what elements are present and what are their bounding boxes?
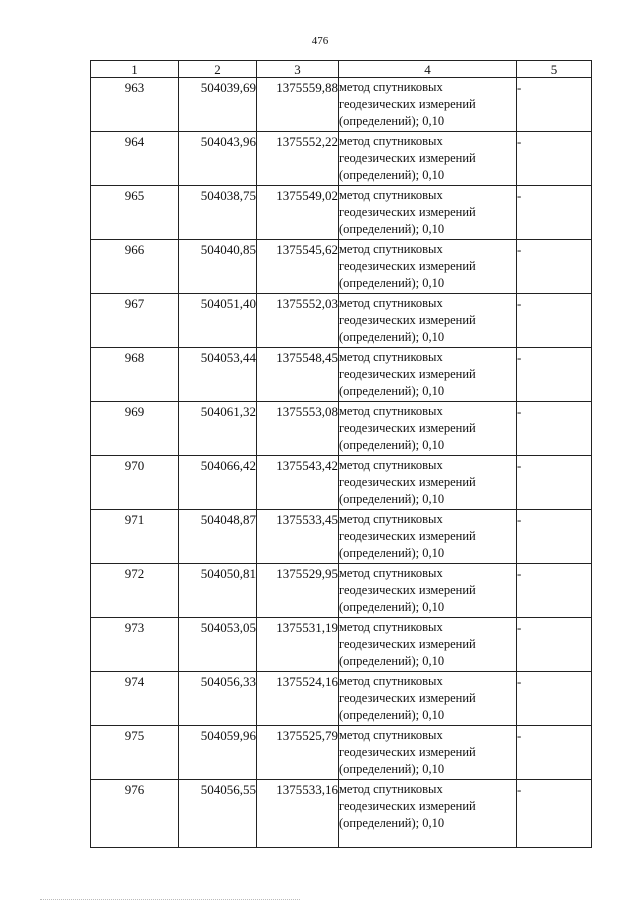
method-line: метод спутниковых xyxy=(339,296,443,310)
table-row xyxy=(91,240,592,294)
point-number-cell: 969 xyxy=(91,402,179,456)
note-cell: - xyxy=(517,132,592,186)
method-line: метод спутниковых xyxy=(339,620,443,634)
method-line: (определений); 0,10 xyxy=(339,222,445,236)
table-row xyxy=(91,402,592,456)
method-cell xyxy=(339,402,517,456)
point-number-cell: 976 xyxy=(91,780,179,848)
note-cell: - xyxy=(517,402,592,456)
method-cell xyxy=(339,78,517,132)
y-coordinate-cell: 1375549,02 xyxy=(257,186,339,240)
method-line: (определений); 0,10 xyxy=(339,708,445,722)
method-line: геодезических измерений xyxy=(339,637,476,651)
x-coordinate-cell: 504053,05 xyxy=(179,618,257,672)
y-coordinate-cell: 1375531,19 xyxy=(257,618,339,672)
method-cell xyxy=(339,672,517,726)
x-coordinate-cell: 504050,81 xyxy=(179,564,257,618)
table-row xyxy=(91,726,592,780)
y-coordinate-cell: 1375543,42 xyxy=(257,456,339,510)
table-row xyxy=(91,186,592,240)
table-row xyxy=(91,618,592,672)
column-header-1: 1 xyxy=(91,61,179,78)
x-coordinate-cell: 504039,69 xyxy=(179,78,257,132)
method-line: метод спутниковых xyxy=(339,728,443,742)
method-line: (определений); 0,10 xyxy=(339,276,445,290)
point-number-cell: 971 xyxy=(91,510,179,564)
note-cell: - xyxy=(517,456,592,510)
table-row xyxy=(91,456,592,510)
method-line: (определений); 0,10 xyxy=(339,492,445,506)
method-line: метод спутниковых xyxy=(339,404,443,418)
column-header-4: 4 xyxy=(339,61,517,78)
method-line: (определений); 0,10 xyxy=(339,168,445,182)
table-row xyxy=(91,510,592,564)
method-cell xyxy=(339,510,517,564)
method-line: метод спутниковых xyxy=(339,134,443,148)
column-header-3: 3 xyxy=(257,61,339,78)
method-cell xyxy=(339,348,517,402)
y-coordinate-cell: 1375559,88 xyxy=(257,78,339,132)
y-coordinate-cell: 1375533,16 xyxy=(257,780,339,848)
scan-artifact xyxy=(40,899,300,902)
method-cell xyxy=(339,564,517,618)
method-line: (определений); 0,10 xyxy=(339,816,445,830)
x-coordinate-cell: 504059,96 xyxy=(179,726,257,780)
method-line: (определений); 0,10 xyxy=(339,546,445,560)
x-coordinate-cell: 504043,96 xyxy=(179,132,257,186)
column-header-5: 5 xyxy=(517,61,592,78)
note-cell: - xyxy=(517,672,592,726)
method-line: метод спутниковых xyxy=(339,782,443,796)
method-line: геодезических измерений xyxy=(339,691,476,705)
method-line: геодезических измерений xyxy=(339,313,476,327)
method-line: (определений); 0,10 xyxy=(339,438,445,452)
point-number-cell: 965 xyxy=(91,186,179,240)
method-line: метод спутниковых xyxy=(339,458,443,472)
coordinates-table xyxy=(90,60,592,848)
x-coordinate-cell: 504051,40 xyxy=(179,294,257,348)
y-coordinate-cell: 1375533,45 xyxy=(257,510,339,564)
y-coordinate-cell: 1375529,95 xyxy=(257,564,339,618)
point-number-cell: 963 xyxy=(91,78,179,132)
method-line: геодезических измерений xyxy=(339,367,476,381)
method-line: (определений); 0,10 xyxy=(339,330,445,344)
point-number-cell: 972 xyxy=(91,564,179,618)
method-line: геодезических измерений xyxy=(339,151,476,165)
method-line: (определений); 0,10 xyxy=(339,600,445,614)
method-cell xyxy=(339,456,517,510)
method-line: геодезических измерений xyxy=(339,205,476,219)
note-cell: - xyxy=(517,348,592,402)
x-coordinate-cell: 504048,87 xyxy=(179,510,257,564)
point-number-cell: 974 xyxy=(91,672,179,726)
x-coordinate-cell: 504040,85 xyxy=(179,240,257,294)
method-line: геодезических измерений xyxy=(339,259,476,273)
table-row xyxy=(91,780,592,848)
table-row xyxy=(91,78,592,132)
point-number-cell: 966 xyxy=(91,240,179,294)
method-line: геодезических измерений xyxy=(339,799,476,813)
note-cell: - xyxy=(517,186,592,240)
x-coordinate-cell: 504061,32 xyxy=(179,402,257,456)
method-line: метод спутниковых xyxy=(339,674,443,688)
table-row xyxy=(91,672,592,726)
method-cell xyxy=(339,780,517,848)
note-cell: - xyxy=(517,78,592,132)
method-line: метод спутниковых xyxy=(339,512,443,526)
method-line: (определений); 0,10 xyxy=(339,384,445,398)
method-line: геодезических измерений xyxy=(339,421,476,435)
point-number-cell: 968 xyxy=(91,348,179,402)
note-cell: - xyxy=(517,510,592,564)
method-line: (определений); 0,10 xyxy=(339,654,445,668)
method-cell xyxy=(339,294,517,348)
note-cell: - xyxy=(517,240,592,294)
column-header-2: 2 xyxy=(179,61,257,78)
point-number-cell: 964 xyxy=(91,132,179,186)
table-row xyxy=(91,132,592,186)
method-line: (определений); 0,10 xyxy=(339,114,445,128)
y-coordinate-cell: 1375525,79 xyxy=(257,726,339,780)
method-cell xyxy=(339,132,517,186)
method-line: геодезических измерений xyxy=(339,745,476,759)
table-row xyxy=(91,348,592,402)
point-number-cell: 973 xyxy=(91,618,179,672)
point-number-cell: 970 xyxy=(91,456,179,510)
page-number: 476 xyxy=(311,35,329,47)
x-coordinate-cell: 504056,55 xyxy=(179,780,257,848)
point-number-cell: 975 xyxy=(91,726,179,780)
table-header-row xyxy=(91,61,592,78)
y-coordinate-cell: 1375548,45 xyxy=(257,348,339,402)
y-coordinate-cell: 1375524,16 xyxy=(257,672,339,726)
table-row xyxy=(91,294,592,348)
table-row xyxy=(91,564,592,618)
method-line: геодезических измерений xyxy=(339,583,476,597)
point-number-cell: 967 xyxy=(91,294,179,348)
method-line: (определений); 0,10 xyxy=(339,762,445,776)
method-line: метод спутниковых xyxy=(339,242,443,256)
note-cell: - xyxy=(517,780,592,848)
x-coordinate-cell: 504056,33 xyxy=(179,672,257,726)
method-line: геодезических измерений xyxy=(339,97,476,111)
method-line: геодезических измерений xyxy=(339,529,476,543)
y-coordinate-cell: 1375545,62 xyxy=(257,240,339,294)
note-cell: - xyxy=(517,294,592,348)
note-cell: - xyxy=(517,618,592,672)
method-cell xyxy=(339,240,517,294)
y-coordinate-cell: 1375553,08 xyxy=(257,402,339,456)
note-cell: - xyxy=(517,564,592,618)
y-coordinate-cell: 1375552,22 xyxy=(257,132,339,186)
method-line: метод спутниковых xyxy=(339,188,443,202)
method-line: геодезических измерений xyxy=(339,475,476,489)
method-cell xyxy=(339,726,517,780)
method-line: метод спутниковых xyxy=(339,80,443,94)
y-coordinate-cell: 1375552,03 xyxy=(257,294,339,348)
method-cell xyxy=(339,186,517,240)
x-coordinate-cell: 504038,75 xyxy=(179,186,257,240)
note-cell: - xyxy=(517,726,592,780)
x-coordinate-cell: 504053,44 xyxy=(179,348,257,402)
method-line: метод спутниковых xyxy=(339,566,443,580)
method-cell xyxy=(339,618,517,672)
x-coordinate-cell: 504066,42 xyxy=(179,456,257,510)
method-line: метод спутниковых xyxy=(339,350,443,364)
